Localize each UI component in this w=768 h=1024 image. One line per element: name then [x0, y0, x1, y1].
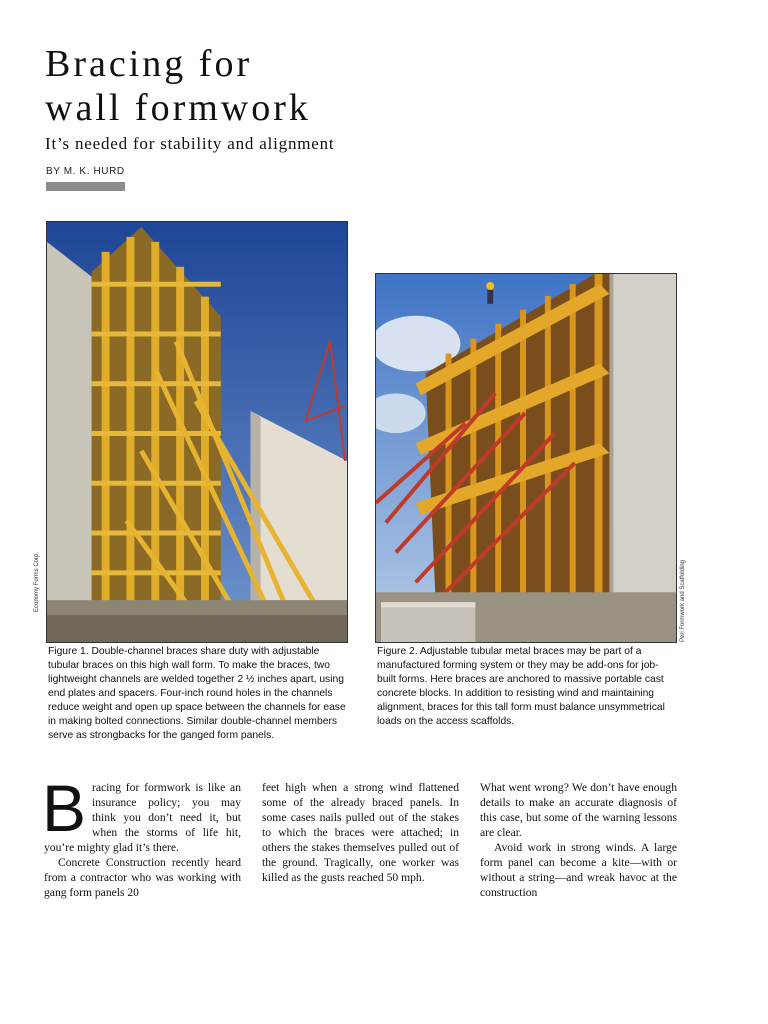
- body-paragraph: feet high when a strong wind flattened some of the already braced panels. In some cases nails pulled out of the stakes to which the braces were attached; in others the stakes themselves pulled out of the ground. Tragically, one worker was killed as the gusts reached 50 mph.: [262, 781, 459, 884]
- title-line-1: Bracing for: [45, 43, 253, 85]
- body-column-3: [480, 780, 677, 900]
- drop-cap: B: [42, 771, 87, 845]
- body-paragraph: What went wrong? We don’t have enough details to make an accurate diagnosis of this case, but some of the warning lessons are clear.: [480, 781, 677, 839]
- figure-2-caption: Figure 2. Adjustable tubular metal braces may be part of a manufactured forming system or they may be add-ons for job-built forms. Here braces are anchored to massive portable cast concrete blocks. In addition to resisting wind and maintaining alignment, braces for this tall form must balance unsymmetrical loads on the access scaffolds.: [377, 646, 665, 727]
- body-column-2: [262, 780, 459, 885]
- body-paragraph: Avoid work in strong winds. A large form panel can become a kite—with or without a string—and wreak havoc at the construction: [480, 841, 677, 899]
- title-line-2: wall formwork: [45, 87, 311, 129]
- figure-1-credit: Economy Forms Corp.: [34, 551, 40, 612]
- byline: BY M. K. HURD: [46, 166, 125, 177]
- figure-1-caption: Figure 1. Double-channel braces share duty with adjustable tubular braces on this high wall form. To make the braces, two lightweight channels are welded together 2 ½ inches apart, using end plates and spacers. Four-inch round holes in the channels reduce weight and open up space between the channels for ease in making bolted connections. Similar double-channel members serve as strongbacks for the ganged form panels.: [48, 646, 346, 741]
- byline-rule: [46, 182, 125, 191]
- figure-2-photo: [375, 273, 677, 643]
- body-column-1: [42, 771, 241, 900]
- article-subtitle: It’s needed for stability and alignment: [45, 134, 335, 153]
- body-paragraph: Concrete Construction recently heard from a contractor who was working with gang form panels 20: [44, 856, 241, 899]
- figure-2-credit: Peri Formwork and Scaffolding: [680, 560, 686, 642]
- body-paragraph: racing for formwork is like an insurance policy; you may think you don’t need it, but when the storms of life hit, you’re mighty glad it’s there.: [44, 781, 241, 854]
- figure-1-photo: [46, 221, 348, 643]
- article-title: [45, 42, 311, 130]
